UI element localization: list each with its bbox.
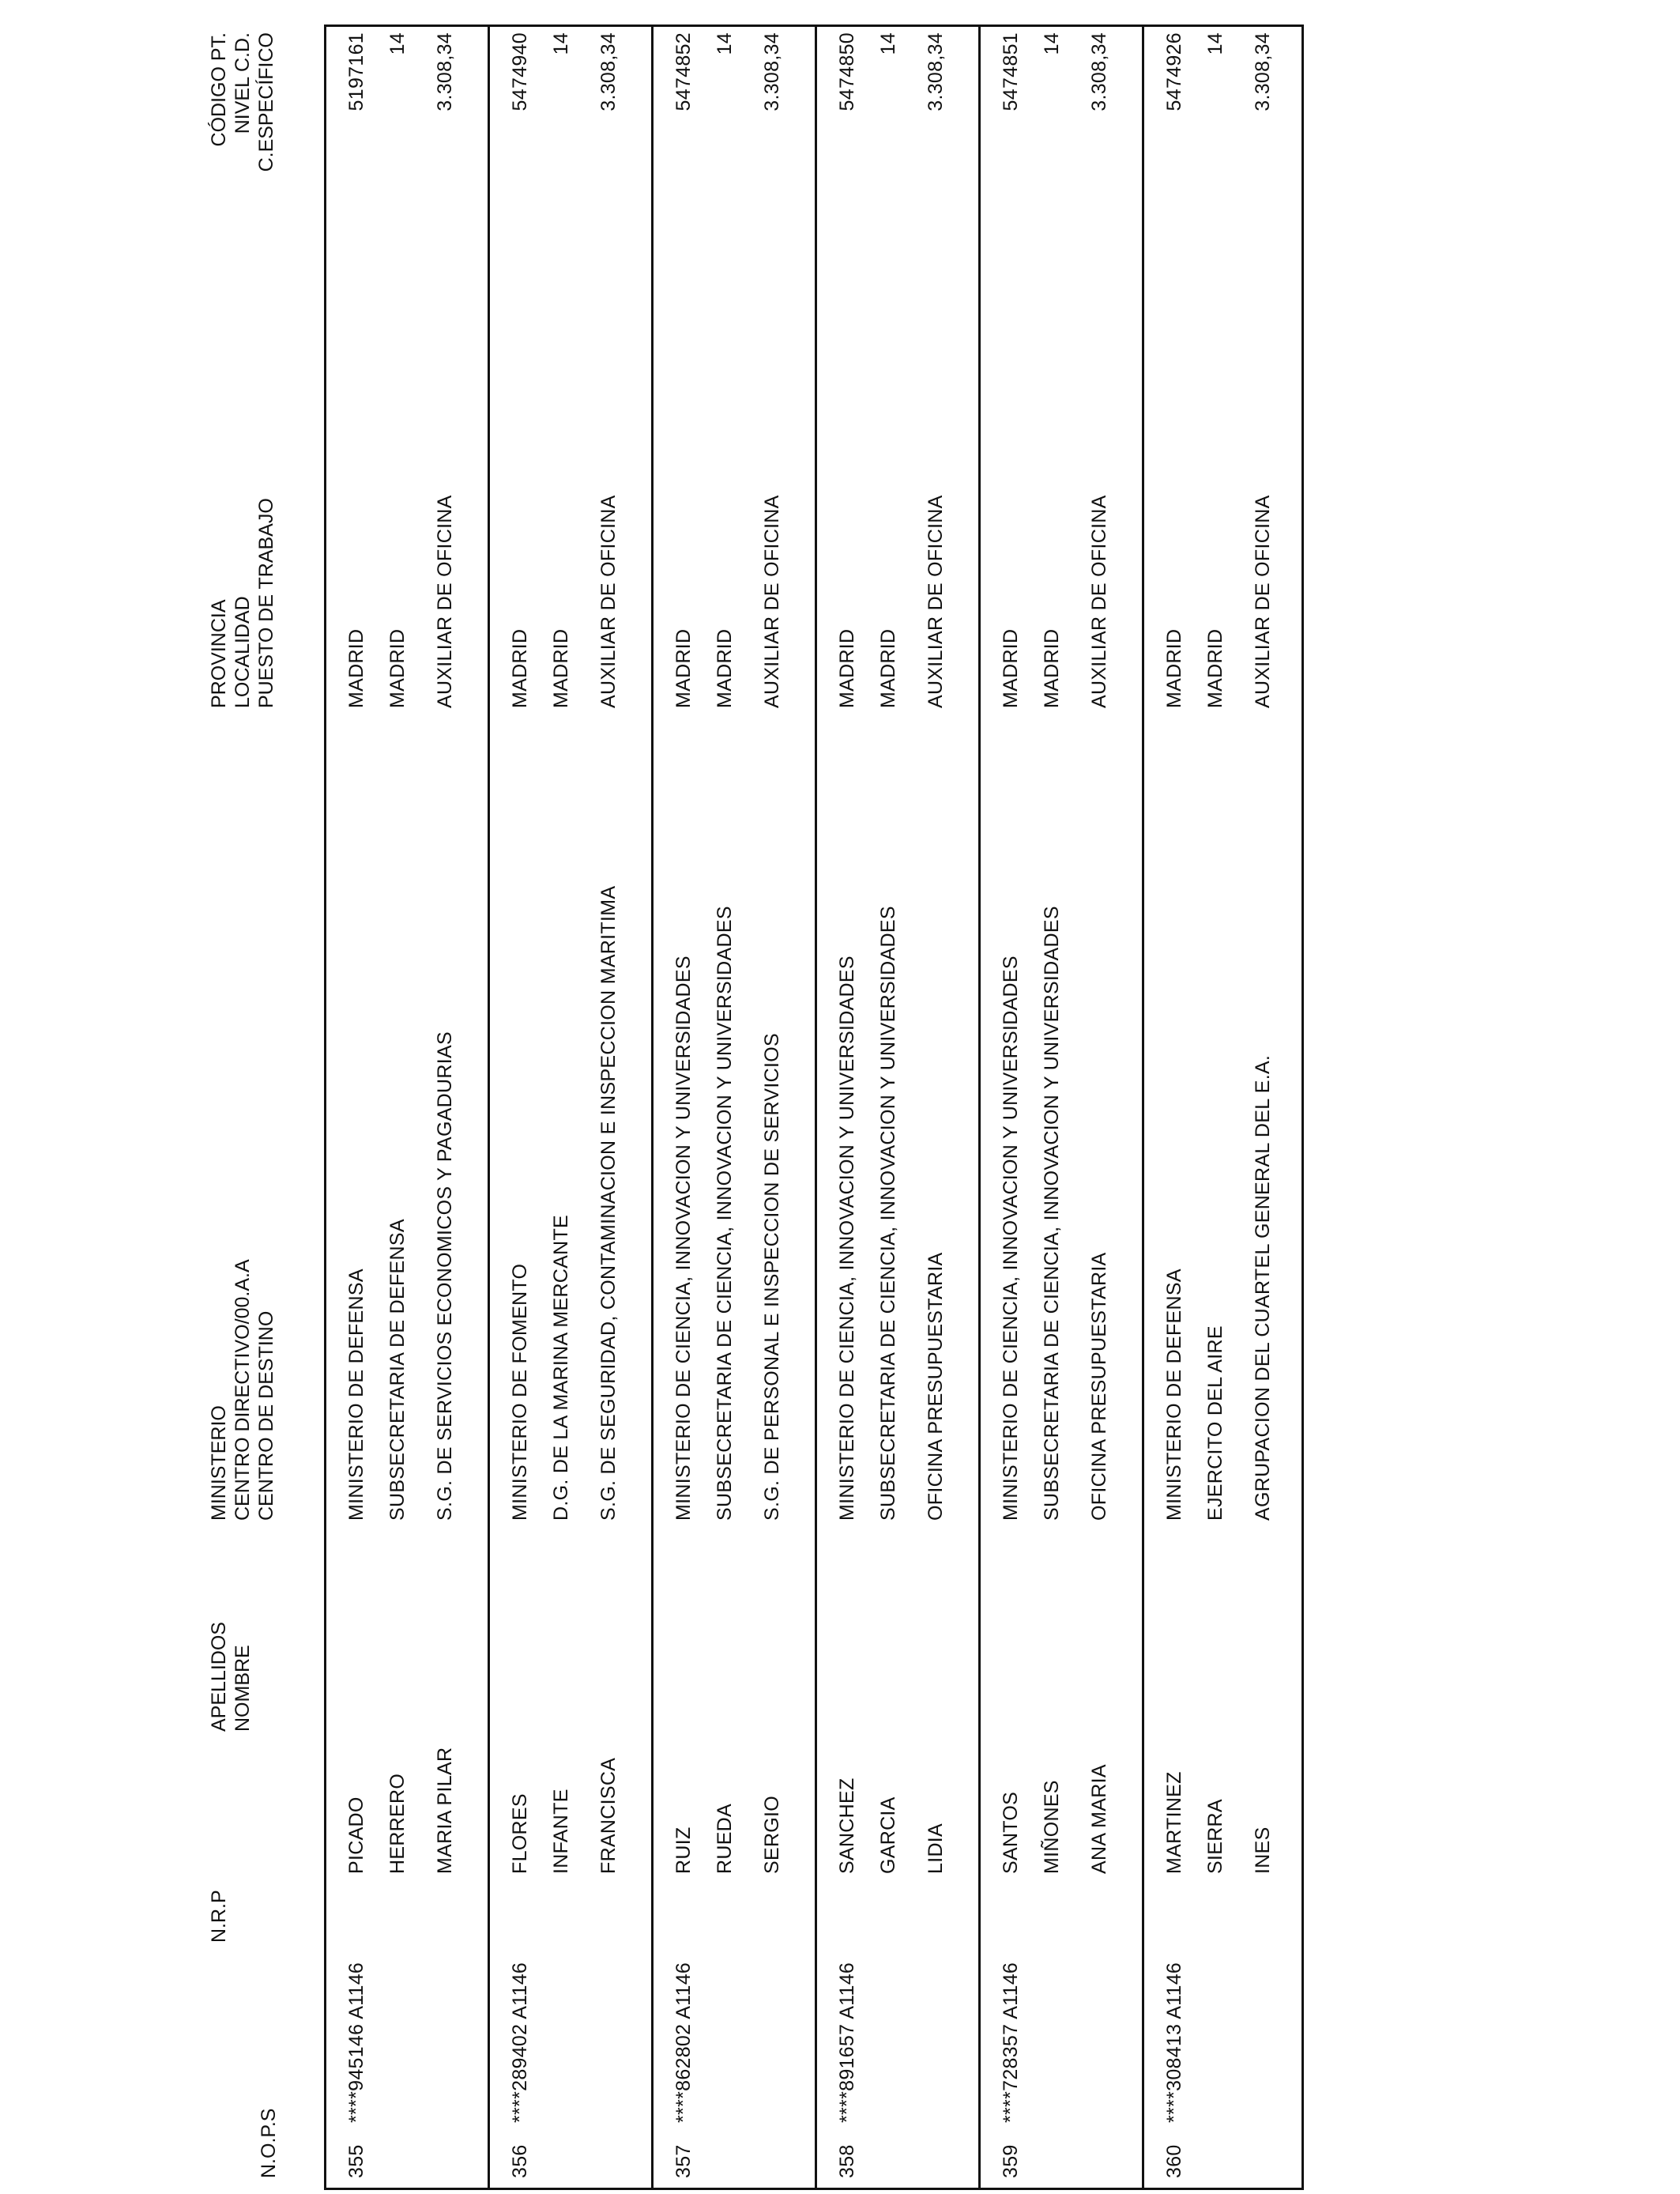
row-especifico: 3.308,34: [761, 32, 783, 111]
row-puesto: AUXILIAR DE OFICINA: [1088, 495, 1110, 708]
row-codigo: 5474852: [672, 32, 695, 111]
row-nrp: ****891657 A1146: [836, 1962, 858, 2123]
row-especifico: 3.308,34: [434, 32, 456, 111]
row-nrp: ****945146 A1146: [345, 1962, 367, 2123]
row-nombre: FRANCISCA: [597, 1757, 620, 1874]
row-centro-directivo: SUBSECRETARIA DE DEFENSA: [386, 1219, 409, 1521]
row-apellido1: RUIZ: [672, 1826, 695, 1874]
row-nivel: 14: [386, 32, 409, 55]
row-apellido2: MIÑONES: [1041, 1780, 1063, 1874]
row-localidad: MADRID: [877, 628, 899, 708]
header-nops-label: N.O.P.S: [258, 2108, 280, 2178]
row-nops: 355: [345, 2144, 367, 2178]
row-centro-destino: S.G. DE PERSONAL E INSPECCION DE SERVICIOS: [761, 1033, 783, 1521]
row-apellido2: RUEDA: [714, 1803, 736, 1874]
row-codigo: 5197161: [345, 32, 367, 111]
table-frame: [324, 25, 1304, 2190]
header-provincia-label: PROVINCIA: [208, 599, 230, 708]
row-nombre: MARIA PILAR: [434, 1747, 456, 1874]
header-apellidos-label: APELLIDOS: [208, 1622, 230, 1732]
row-puesto: AUXILIAR DE OFICINA: [597, 495, 620, 708]
header-centro-destino-label: CENTRO DE DESTINO: [255, 1310, 277, 1521]
row-nivel: 14: [550, 32, 572, 55]
row-nrp: ****862802 A1146: [672, 1962, 695, 2123]
row-codigo: 5474940: [509, 32, 531, 111]
row-nombre: INES: [1252, 1826, 1274, 1874]
header-especifico-label: C.ESPECÍFICO: [255, 32, 277, 172]
row-especifico: 3.308,34: [1252, 32, 1274, 111]
row-especifico: 3.308,34: [925, 32, 947, 111]
header-puesto-label: PUESTO DE TRABAJO: [255, 498, 277, 708]
row-nops: 360: [1163, 2144, 1185, 2178]
header-ministerio-centros: [207, 1259, 278, 1521]
row-divider: [651, 25, 654, 2190]
row-puesto: AUXILIAR DE OFICINA: [761, 495, 783, 708]
row-nops: 358: [836, 2144, 858, 2178]
row-ministerio: MINISTERIO DE CIENCIA, INNOVACION Y UNIVERSIDADES: [836, 956, 858, 1521]
row-nivel: 14: [877, 32, 899, 55]
row-centro-destino: OFICINA PRESUPUESTARIA: [925, 1252, 947, 1521]
row-apellido1: PICADO: [345, 1796, 367, 1874]
row-nivel: 14: [1041, 32, 1063, 55]
row-nops: 359: [1000, 2144, 1022, 2178]
row-ministerio: MINISTERIO DE DEFENSA: [345, 1269, 367, 1521]
header-nrp: [207, 1890, 231, 1943]
row-apellido2: HERRERO: [386, 1773, 409, 1874]
row-ministerio: MINISTERIO DE FOMENTO: [509, 1263, 531, 1521]
header-ministerio-label: MINISTERIO: [208, 1405, 230, 1521]
header-codigo-nivel-especifico: [207, 32, 278, 214]
row-ministerio: MINISTERIO DE CIENCIA, INNOVACION Y UNIVERSIDADES: [1000, 956, 1022, 1521]
row-provincia: MADRID: [1163, 628, 1185, 708]
row-centro-destino: S.G. DE SEGURIDAD, CONTAMINACION E INSPECCION MARITIMA: [597, 885, 620, 1521]
row-centro-directivo: SUBSECRETARIA DE CIENCIA, INNOVACION Y UNIVERSIDADES: [1041, 906, 1063, 1521]
row-apellido2: GARCIA: [877, 1796, 899, 1874]
header-nops: [257, 2109, 281, 2178]
row-nivel: 14: [714, 32, 736, 55]
row-centro-directivo: D.G. DE LA MARINA MERCANTE: [550, 1214, 572, 1521]
row-especifico: 3.308,34: [597, 32, 620, 111]
row-nops: 357: [672, 2144, 695, 2178]
row-codigo: 5474851: [1000, 32, 1022, 111]
row-nrp: ****289402 A1146: [509, 1962, 531, 2123]
row-divider: [488, 25, 490, 2190]
row-codigo: 5474926: [1163, 32, 1185, 111]
row-nrp: ****308413 A1146: [1163, 1962, 1185, 2123]
header-nombre-label: NOMBRE: [232, 1645, 254, 1732]
header-codigo-label: CÓDIGO PT.: [208, 32, 230, 147]
row-apellido1: FLORES: [509, 1793, 531, 1874]
row-apellido1: SANCHEZ: [836, 1777, 858, 1874]
row-nrp: ****728357 A1146: [1000, 1962, 1022, 2123]
row-centro-destino: S.G. DE SERVICIOS ECONOMICOS Y PAGADURIAS: [434, 1031, 456, 1521]
row-localidad: MADRID: [1204, 628, 1226, 708]
row-puesto: AUXILIAR DE OFICINA: [1252, 495, 1274, 708]
row-nombre: LIDIA: [925, 1823, 947, 1874]
row-localidad: MADRID: [550, 628, 572, 708]
row-centro-destino: AGRUPACION DEL CUARTEL GENERAL DEL E.A.: [1252, 1054, 1274, 1521]
row-apellido2: SIERRA: [1204, 1799, 1226, 1874]
row-provincia: MADRID: [345, 628, 367, 708]
row-codigo: 5474850: [836, 32, 858, 111]
row-ministerio: MINISTERIO DE DEFENSA: [1163, 1269, 1185, 1521]
row-centro-directivo: EJERCITO DEL AIRE: [1204, 1325, 1226, 1521]
row-puesto: AUXILIAR DE OFICINA: [925, 495, 947, 708]
header-nivel-label: NIVEL C.D.: [232, 32, 254, 134]
row-centro-destino: OFICINA PRESUPUESTARIA: [1088, 1252, 1110, 1521]
header-centro-directivo-label: CENTRO DIRECTIVO/00.A.A: [232, 1259, 254, 1521]
header-nrp-label: N.R.P: [208, 1890, 230, 1943]
row-provincia: MADRID: [1000, 628, 1022, 708]
row-nombre: SERGIO: [761, 1795, 783, 1874]
row-nops: 356: [509, 2144, 531, 2178]
row-provincia: MADRID: [836, 628, 858, 708]
row-divider: [978, 25, 981, 2190]
row-apellido1: MARTINEZ: [1163, 1771, 1185, 1874]
row-provincia: MADRID: [672, 628, 695, 708]
row-localidad: MADRID: [714, 628, 736, 708]
row-ministerio: MINISTERIO DE CIENCIA, INNOVACION Y UNIVERSIDADES: [672, 956, 695, 1521]
header-apellidos-nombre: [207, 1622, 254, 1732]
row-divider: [1142, 25, 1144, 2190]
row-nivel: 14: [1204, 32, 1226, 55]
row-especifico: 3.308,34: [1088, 32, 1110, 111]
row-divider: [815, 25, 817, 2190]
row-apellido2: INFANTE: [550, 1789, 572, 1874]
row-nombre: ANA MARIA: [1088, 1764, 1110, 1874]
header-provincia-localidad-puesto: [207, 498, 278, 708]
row-centro-directivo: SUBSECRETARIA DE CIENCIA, INNOVACION Y UNIVERSIDADES: [877, 906, 899, 1521]
row-localidad: MADRID: [386, 628, 409, 708]
row-apellido1: SANTOS: [1000, 1791, 1022, 1874]
row-centro-directivo: SUBSECRETARIA DE CIENCIA, INNOVACION Y UNIVERSIDADES: [714, 906, 736, 1521]
row-localidad: MADRID: [1041, 628, 1063, 708]
row-provincia: MADRID: [509, 628, 531, 708]
row-puesto: AUXILIAR DE OFICINA: [434, 495, 456, 708]
header-localidad-label: LOCALIDAD: [232, 596, 254, 708]
